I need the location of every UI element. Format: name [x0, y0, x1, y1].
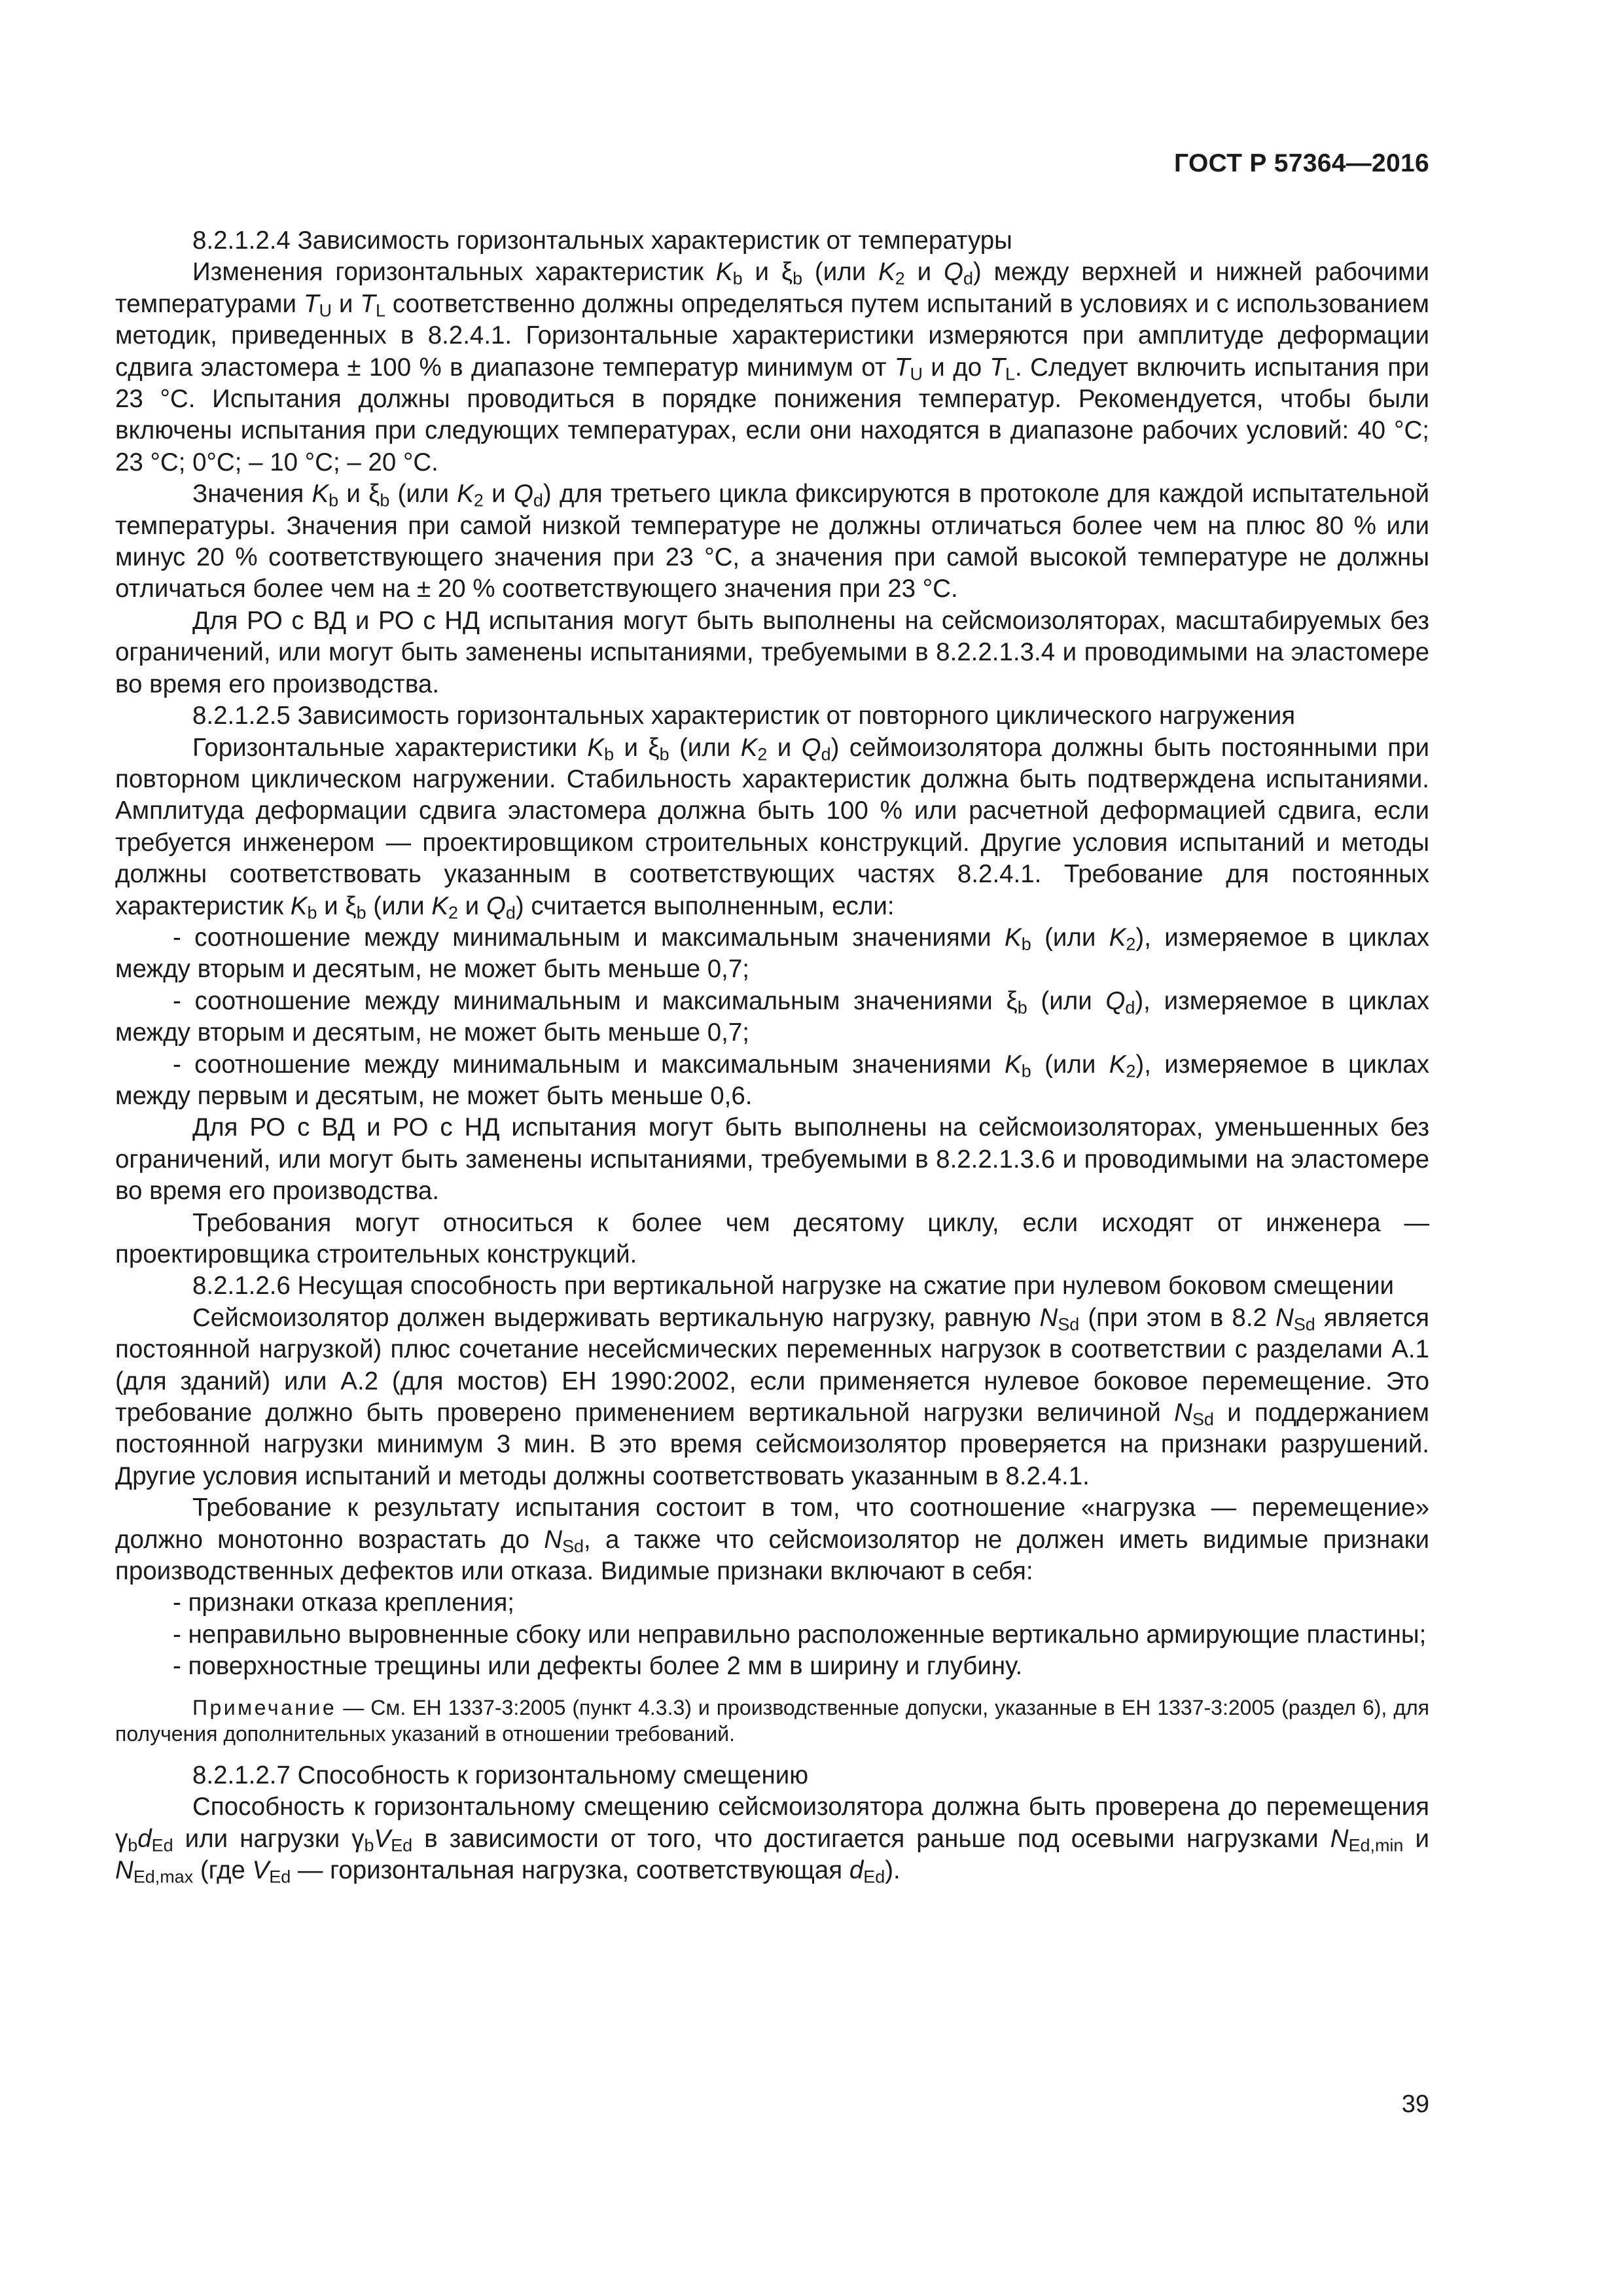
text-run: и [338, 480, 369, 509]
text-run: γ [351, 1824, 365, 1853]
symbol-subscript: L [375, 300, 385, 321]
symbol: K [715, 258, 733, 287]
symbol: N [1039, 1303, 1058, 1332]
symbol: T [990, 353, 1006, 382]
list-item: - признаки отказа крепления; [173, 1588, 514, 1617]
paragraph [115, 1492, 1429, 1587]
symbol-subscript: b [380, 490, 390, 511]
symbol: K [740, 733, 758, 762]
paragraph [115, 478, 1429, 605]
text-run: или нагрузки [173, 1824, 352, 1853]
symbol-subscript: Sd [1058, 1314, 1080, 1335]
paragraph [115, 1302, 1429, 1492]
symbol: T [360, 289, 376, 318]
section-heading-temperature: 8.2.1.2.4 Зависимость горизонтальных характеристик от температуры [192, 226, 1012, 255]
paragraph [115, 257, 1429, 478]
symbol-subscript: Sd [1293, 1314, 1315, 1335]
symbol: Q [801, 733, 821, 762]
symbol: T [894, 353, 910, 382]
section-heading-vertical-load: 8.2.1.2.6 Несущая способность при вертикальной нагрузке на сжатие при нулевом боковом смещении [192, 1272, 1394, 1300]
text-run: и [742, 258, 781, 287]
text-run: (или [366, 891, 432, 920]
symbol-subscript: Ed [151, 1835, 173, 1856]
text-run: и [457, 891, 486, 920]
text-run: является постоянной нагрузкой) плюс сочетание несейсмических переменных нагрузок в соответствии с разделами А.1 (для зданий) или А.2 (для мостов) ЕН 1990:2002, если применяется нулевое боковое перемещение. Это требование должно быть проверено применением вертикальной нагрузки величиной [115, 1303, 1429, 1427]
text-run: ), измеряемое в циклах между первым и десятым, не может быть меньше 0,6. [115, 1050, 1429, 1110]
symbol: K [290, 891, 308, 920]
text-run: - соотношение между минимальным и максимальным значениями [173, 986, 1007, 1015]
symbol-subscript: b [659, 744, 669, 764]
symbol-subscript: b [356, 903, 366, 923]
symbol-subscript: d [963, 269, 973, 289]
symbol-subscript: b [128, 1835, 138, 1856]
symbol-subscript: d [505, 903, 516, 923]
symbol-subscript: Ed,max [133, 1867, 194, 1887]
text-run: (или [1031, 923, 1109, 952]
symbol-subscript: d [1125, 997, 1135, 1018]
text-run: (или [1027, 986, 1106, 1015]
text-run: Сейсмоизолятор должен выдерживать вертикальную нагрузку, равную [192, 1303, 1040, 1332]
symbol: Q [486, 891, 506, 920]
symbol-subscript: d [533, 490, 543, 511]
standard-header: ГОСТ Р 57364—2016 [1174, 149, 1429, 177]
text-run: (или [389, 480, 457, 509]
text-run: ) между верхней и нижней рабочими температурами [115, 258, 1429, 318]
symbol-subscript: b [307, 903, 317, 923]
symbol-subscript: Sd [562, 1536, 584, 1556]
text-run: и [483, 480, 514, 509]
symbol: K [587, 733, 605, 762]
symbol: K [1109, 923, 1126, 952]
symbol-subscript: d [821, 744, 831, 764]
symbol-subscript: Sd [1192, 1409, 1214, 1429]
text-run: Требование к результату испытания состоит в том, что соотношение «нагрузка — перемещение» должно монотонно возрастать до [115, 1494, 1429, 1554]
symbol-subscript: 2 [757, 744, 768, 764]
symbol: V [252, 1856, 270, 1884]
text-run: — См. ЕН 1337-3:2005 (пункт 4.3.3) и производственные допуски, указанные в ЕН 1337-3:2005 (раздел 6), для получения дополнительных указаний в отношении требований. [115, 1695, 1429, 1746]
text-run: и [767, 733, 802, 762]
symbol: K [431, 891, 448, 920]
text-run: и [1403, 1824, 1429, 1853]
text-run: — горизонтальная нагрузка, соответствующая [291, 1856, 849, 1884]
text-run: - соотношение между минимальным и максимальным значениями [173, 1050, 1005, 1079]
symbol: K [1109, 1050, 1126, 1079]
note-label: Примечание [192, 1695, 337, 1719]
text-run: ). [885, 1856, 901, 1884]
symbol: N [544, 1525, 563, 1554]
note [115, 1695, 1429, 1747]
text-run: и [317, 891, 346, 920]
symbol: K [1005, 1050, 1022, 1079]
symbol: V [374, 1824, 391, 1853]
text-run: и [331, 289, 361, 318]
text-run: ) сеймоизолятора должны быть постоянными при повторном циклическом нагружении. Стабильность характеристик должна быть подтверждена испытаниями. Амплитуда деформации сдвига эластомера должна быть 100 % или расчетной деформацией сдвига, если требуется инженером — проектировщиком строительных конструкций. Другие условия испытаний и методы должны соответствовать указанным в соответствующих частях 8.2.4.1. Требование для постоянных характеристик [115, 733, 1430, 920]
symbol: K [312, 480, 329, 509]
symbol-subscript: Ed,min [1348, 1835, 1404, 1856]
text-run: , а также что сейсмоизолятор не должен иметь видимые признаки производственных дефектов или отказа. Видимые признаки включают в себя: [115, 1525, 1430, 1586]
symbol: Q [943, 258, 963, 287]
text-run: соответственно должны определяться путем испытаний в условиях и с использованием методик, приведенных в 8.2.4.1. Горизонтальные характеристики измеряются при амплитуде деформации сдвига эластомера ± 100 % в диапазоне температур минимум от [115, 289, 1429, 382]
text-run: ), измеряемое в циклах между вторым и десятым, не может быть меньше 0,7; [115, 923, 1429, 984]
text-run: и [614, 733, 649, 762]
text-run: - соотношение между минимальным и максимальным значениями [173, 923, 1005, 952]
text-run: ) для третьего цикла фиксируются в протоколе для каждой испытательной температуры. Значения при самой низкой температуре не должны отличаться более чем на плюс 80 % или минус 20 % соответствующего значения при 23 °С, а значения при самой высокой температуре не должны отличаться более чем на ± 20 % соответствующего значения при 23 °С. [115, 480, 1429, 603]
text-run: (или [1031, 1050, 1109, 1079]
paragraph: Для РО с ВД и РО с НД испытания могут быть выполнены на сейсмоизоляторах, уменьшенных без ограничений, или могут быть заменены испытаниями, требуемыми в 8.2.2.1.3.6 и проводимыми на эластомере во время его производства. [115, 1113, 1429, 1206]
body-text [115, 225, 1429, 1886]
symbol: K [1005, 923, 1022, 952]
symbol-subscript: Ed [269, 1867, 291, 1887]
text-run: Горизонтальные характеристики [192, 733, 588, 762]
symbol-subscript: L [1005, 364, 1016, 384]
symbol-subscript: U [319, 300, 332, 321]
text-run: (или [669, 733, 741, 762]
text-run: ξ [1006, 986, 1018, 1015]
symbol: d [137, 1824, 152, 1853]
symbol-subscript: 2 [473, 490, 484, 511]
symbol: K [878, 258, 895, 287]
symbol: Q [1105, 986, 1126, 1015]
text-run: ξ [345, 891, 357, 920]
symbol-subscript: 2 [1126, 934, 1136, 954]
paragraph [115, 1791, 1429, 1886]
symbol-subscript: b [329, 490, 339, 511]
text-run: ξ [368, 480, 380, 509]
list-item: - неправильно выровненные сбоку или неправильно расположенные вертикально армирующие пластины; [173, 1620, 1427, 1649]
symbol-subscript: Ed [863, 1867, 885, 1887]
section-heading-horizontal-displacement: 8.2.1.2.7 Способность к горизонтальному смещению [192, 1761, 809, 1789]
list-item [115, 922, 1429, 986]
text-run: Изменения горизонтальных характеристик [192, 258, 716, 287]
text-run: в зависимости от того, что достигается раньше под осевыми нагрузками [412, 1824, 1330, 1853]
symbol-subscript: b [364, 1835, 374, 1856]
text-run: (где [193, 1856, 253, 1884]
text-run: (при этом в 8.2 [1079, 1303, 1275, 1332]
page-number: 39 [1401, 2090, 1429, 2118]
symbol: K [457, 480, 474, 509]
symbol-subscript: b [732, 269, 743, 289]
paragraph [115, 732, 1429, 922]
text-run: и [904, 258, 944, 287]
symbol: N [1174, 1399, 1192, 1427]
symbol: Q [513, 480, 533, 509]
text-run: ) считается выполненным, если: [515, 891, 895, 920]
symbol-subscript: b [1017, 997, 1027, 1018]
symbol-subscript: b [793, 269, 803, 289]
list-item: - поверхностные трещины или дефекты более 2 мм в ширину и глубину. [173, 1652, 1023, 1681]
symbol-subscript: 2 [895, 269, 905, 289]
symbol: N [1275, 1303, 1294, 1332]
symbol-subscript: b [1021, 1061, 1031, 1081]
section-heading-cyclic: 8.2.1.2.5 Зависимость горизонтальных характеристик от повторного циклического нагружения [192, 702, 1296, 730]
paragraph: Для РО с ВД и РО с НД испытания могут быть выполнены на сейсмоизоляторах, масштабируемых без ограничений, или могут быть заменены испытаниями, требуемыми в 8.2.2.1.3.4 и проводимыми на эластомере во время его производства. [115, 606, 1429, 698]
symbol-subscript: b [604, 744, 615, 764]
symbol: N [1330, 1824, 1349, 1853]
text-run: Способность к горизонтальному смещению сейсмоизолятора должна быть проверена до перемещения [192, 1793, 1429, 1821]
text-run: ), измеряемое в циклах между вторым и десятым, не может быть меньше 0,7; [115, 986, 1429, 1047]
text-run: и поддержанием постоянной нагрузки минимум 3 мин. В это время сейсмоизолятор проверяется на признаки разрушений. Другие условия испытаний и методы должны соответствовать указанным в 8.2.4.1. [115, 1399, 1429, 1490]
symbol-subscript: U [910, 364, 923, 384]
symbol: d [849, 1856, 864, 1884]
text-run: . Следует включить испытания при 23 °С. Испытания должны проводиться в порядке понижения температур. Рекомендуется, чтобы были включены испытания при следующих температурах, если они находятся в диапазоне рабочих условий: 40 °С; 23 °С; 0°С; – 10 °С; – 20 °С. [115, 353, 1429, 476]
symbol-subscript: b [1021, 934, 1031, 954]
text-run: Значения [192, 480, 312, 509]
symbol: N [115, 1856, 134, 1884]
symbol-subscript: 2 [1126, 1061, 1136, 1081]
text-run: ξ [781, 258, 793, 287]
paragraph: Требования могут относиться к более чем десятому циклу, если исходят от инженера — проектировщика строительных конструкций. [115, 1208, 1429, 1268]
symbol: T [303, 289, 319, 318]
symbol-subscript: Ed [391, 1835, 413, 1856]
symbol-subscript: 2 [448, 903, 458, 923]
text-run: и до [922, 353, 990, 382]
text-run: γ [115, 1824, 128, 1853]
list-item [115, 986, 1429, 1049]
text-run: ξ [648, 733, 660, 762]
list-item [115, 1049, 1429, 1113]
text-run: (или [802, 258, 879, 287]
